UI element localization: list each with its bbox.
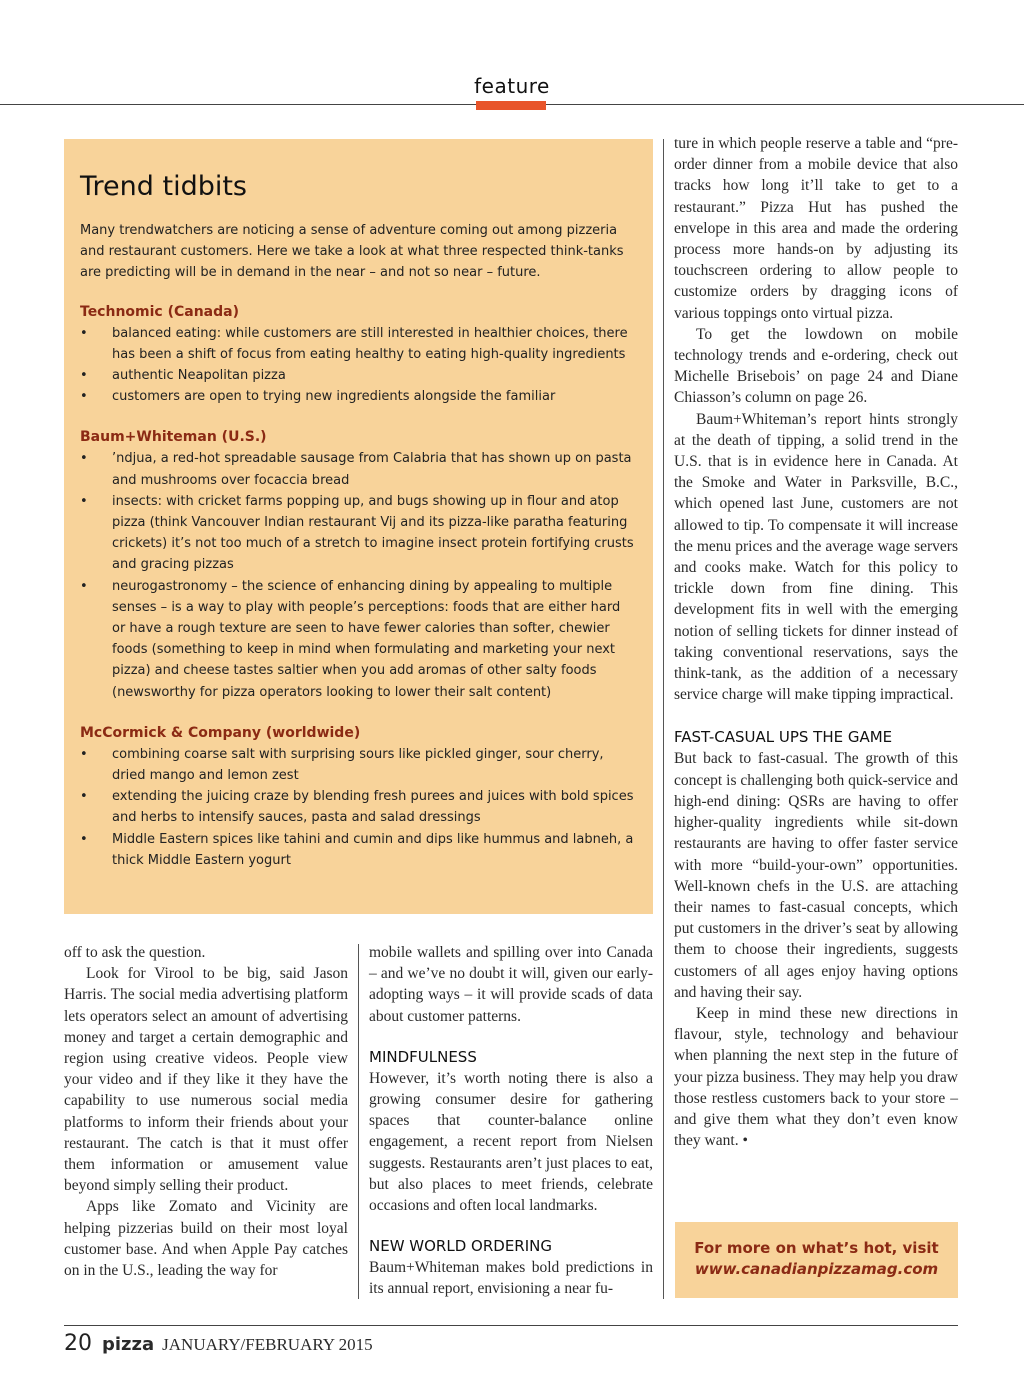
promo-text: For more on what’s hot, visit [694, 1239, 939, 1257]
list-item: • customers are open to trying new ingredients alongside the familiar [80, 386, 637, 407]
trend-tidbits-sidebar [64, 139, 653, 914]
group-list-mccormick [80, 744, 637, 871]
list-item: • ’ndjua, a red-hot spreadable sausage from Calabria that has shown up on pasta and mushrooms over focaccia bread [80, 448, 637, 490]
article-column-1 [64, 942, 348, 1281]
list-item: • authentic Neapolitan pizza [80, 365, 637, 386]
article-column-3 [674, 133, 958, 1151]
subheading-fast-casual: FAST-CASUAL UPS THE GAME [674, 728, 893, 747]
subheading-new-world-ordering: NEW WORLD ORDERING [369, 1237, 552, 1256]
list-item: • extending the juicing craze by blending fresh purees and juices with bold spices and herbs to intensify sauces, pasta and salad dressings [80, 786, 637, 828]
sidebar-title: Trend tidbits [80, 171, 247, 202]
list-item: • insects: with cricket farms popping up, and bugs showing up in flour and atop pizza (think Vancouver Indian restaurant Vij and its pizza-like paratha featuring crickets) it’s not too much of a stretch to imagine insect protein fortifying crusts and gracing pizzas [80, 491, 637, 576]
list-item: • Middle Eastern spices like tahini and cumin and dips like hummus and labneh, a thick Middle Eastern yogurt [80, 829, 637, 871]
paragraph: To get the lowdown on mobile technology trends and e-ordering, check out Michelle Brisebois’ on page 24 and Diane Chiasson’s column on page 26. [674, 325, 958, 407]
paragraph: Look for Virool to be big, said Jason Harris. The social media advertising platform lets operators select an amount of advertising money and target a certain demographic and region using creative videos. People view your video and if they like it they have the capability to use numerous social media platforms to inform their friends about your restaurant. The catch is that it must offer them information or amusement value beyond simply selling their product. [64, 965, 348, 1195]
group-list-baum-whiteman [80, 448, 637, 702]
list-item: • neurogastronomy – the science of enhancing dining by appealing to multiple senses – is a way to play with people’s perceptions: foods that are either hard or have a rough texture are seen to have fewer calories than softer, chewier foods (something to keep in mind when formulating and marketing your next pizza) and cheese tastes saltier when you add aromas of other salty foods (newsworthy for pizza operators looking to lower their salt content) [80, 576, 637, 703]
paragraph: off to ask the question. [64, 944, 206, 961]
sidebar-intro: Many trendwatchers are noticing a sense of adventure coming out among pizzeria and restaurant customers. Here we take a look at what three respected think-tanks are predicting will be in demand in the near – and not so near – future. [80, 223, 624, 281]
issue-date: JANUARY/FEBRUARY 2015 [162, 1335, 373, 1354]
paragraph: Baum+Whiteman’s report hints strongly at the death of tipping, a solid trend in the U.S. that is in evidence here in Canada. At the Smoke and Water in Parksville, B.C., which opened last June, customers are not allowed to tip. To compensate it will increase the menu prices and the average wage servers and cooks make. Watch for this policy to trickle down from fine dining. This development fits in well with the emerging notion of selling tickets for dinner instead of taking conventional reservations, says the think-tank, as the addition of a necessary service charge will make tipping impractical. [674, 410, 958, 704]
subheading-mindfulness: MINDFULNESS [369, 1047, 477, 1066]
paragraph: Baum+Whiteman makes bold predictions in its annual report, envisioning a near fu- [369, 1259, 653, 1298]
paragraph: mobile wallets and spilling over into Canada – and we’ve no doubt it will, given our early-adopting ways – it will provide scads of data about customer patterns. [369, 944, 653, 1025]
paragraph: ture in which people reserve a table and “pre-order dinner from a mobile device that also tracks how long it’ll take to get to a restaurant.” Pizza Hut has pushed the envelope in this area and made the ordering process more hands-on by adjusting its touchscreen ordering to allow people to customize orders by dragging icons of various toppings onto virtual pizza. [674, 135, 958, 322]
article-column-2 [369, 942, 653, 1300]
list-item: • combining coarse salt with surprising sours like pickled ginger, sour cherry, dried mango and lemon zest [80, 744, 637, 786]
footer-rule [64, 1325, 958, 1326]
group-list-technomic [80, 323, 637, 408]
group-heading-mccormick: McCormick & Company (worldwide) [80, 724, 361, 741]
section-label-bar [476, 101, 546, 110]
magazine-name: pizza [102, 1334, 155, 1355]
list-item: • balanced eating: while customers are still interested in healthier choices, there has been a shift of focus from eating healthy to eating high-quality ingredients [80, 323, 637, 365]
page-number: 20 [64, 1331, 92, 1356]
column-divider-right [663, 139, 664, 1299]
promo-url-link[interactable]: www.canadianpizzamag.com [694, 1260, 939, 1278]
paragraph: Apps like Zomato and Vicinity are helping pizzerias build on their most loyal customer base. And when Apple Pay catches on in the U.S., leading the way for [64, 1198, 348, 1280]
section-label: feature [474, 74, 550, 98]
promo-box [675, 1222, 958, 1298]
paragraph: But back to fast-casual. The growth of this concept is challenging both quick-service and high-end dining: QSRs are having to offer higher-quality ingredients while sit-down restaurants are having to offer faster service with more “build-your-own” opportunities. Well-known chefs in the U.S. are attaching their names to fast-casual concepts, which put customers in the driver’s seat by allowing them to choose their ingredients, suggests customers of all ages enjoy having options and having their say. [674, 750, 958, 1001]
paragraph: However, it’s worth noting there is also a growing consumer desire for gathering spaces that counter-balance online engagement, a recent report from Nielsen suggests. Restaurants aren’t just places to eat, but also places to meet friends, celebrate occasions and often local landmarks. [369, 1069, 653, 1215]
page-footer [64, 1331, 373, 1356]
column-divider-middle [358, 944, 359, 1299]
group-heading-technomic: Technomic (Canada) [80, 303, 239, 320]
group-heading-baum-whiteman: Baum+Whiteman (U.S.) [80, 429, 267, 446]
paragraph: Keep in mind these new directions in flavour, style, technology and behaviour when planning the next step in the future of your pizza business. They may help you draw those restless customers back to your store – and give them what they don’t even know they want. • [674, 1004, 958, 1150]
